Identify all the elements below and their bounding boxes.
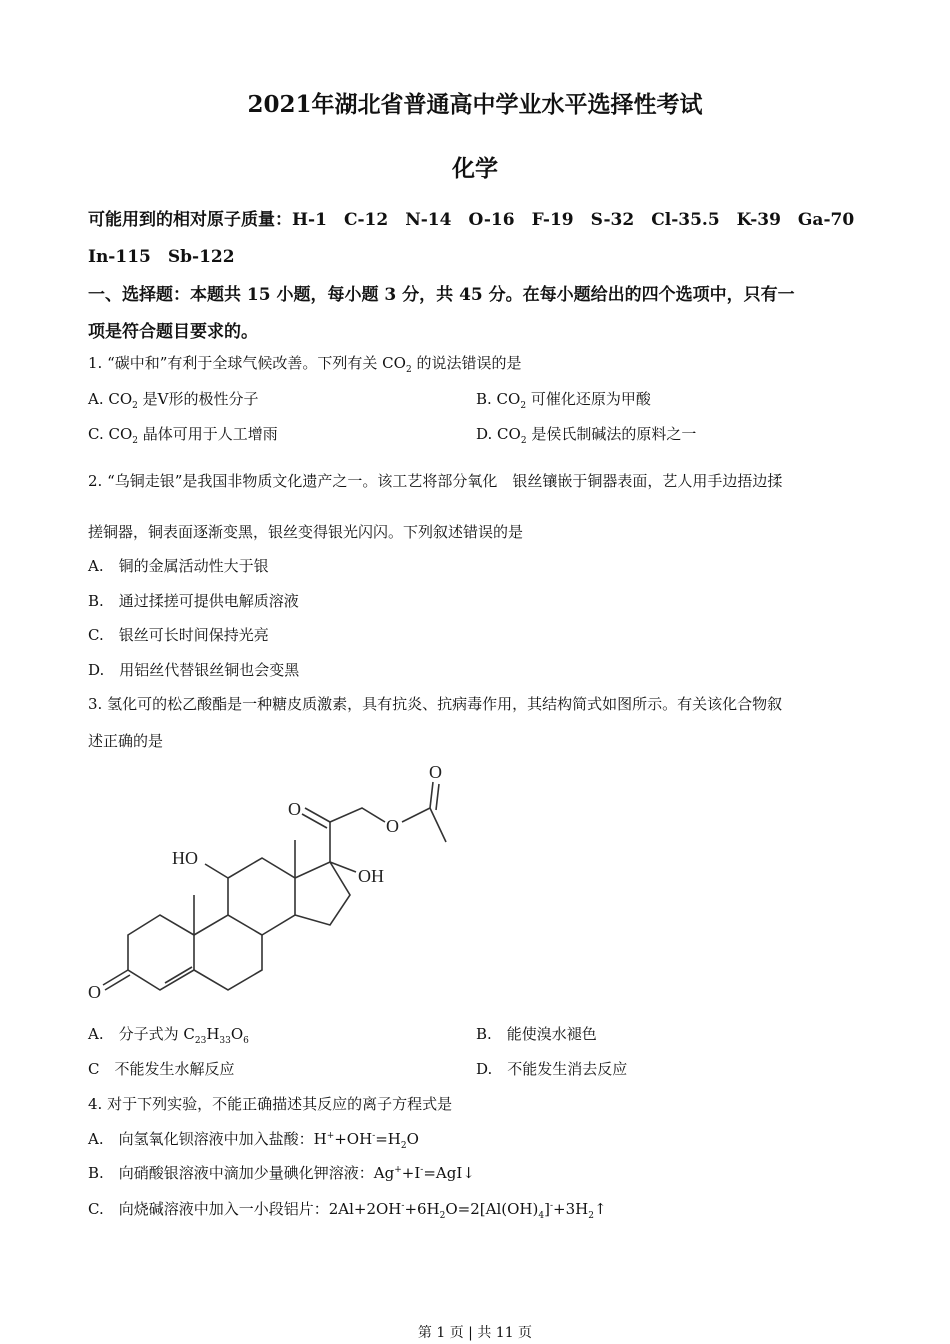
label-o-ketone: O xyxy=(88,982,101,1002)
text-segment: A. 铜的金属活动性大于银 xyxy=(88,557,269,575)
subscript: 2 xyxy=(132,401,138,411)
text-segment: D. CO xyxy=(476,425,521,443)
subscript: 33 xyxy=(219,1036,231,1046)
text-segment: 3. 氢化可的松乙酸酯是一种糖皮质激素，具有抗炎、抗病毒作用，其结构简式如图所示。有关该化合物叙 xyxy=(88,695,783,713)
text-segment: +I xyxy=(401,1164,421,1182)
text-segment: B. 能使溴水褪色 xyxy=(476,1025,597,1043)
text-segment: C. CO xyxy=(88,425,133,443)
superscript: - xyxy=(372,1131,376,1141)
subscript: 6 xyxy=(243,1036,249,1046)
text-segment: +OH xyxy=(334,1130,373,1148)
atomic-masses-line2: In-115 Sb-122 xyxy=(88,247,235,267)
text-segment: H xyxy=(206,1025,220,1043)
text-segment: A. 分子式为 C xyxy=(88,1025,195,1043)
structure-bonds xyxy=(103,782,446,990)
section-heading-line1: 一、选择题：本题共 15 小题，每小题 3 分，共 45 分。在每小题给出的四个选项中，只有一 xyxy=(88,285,795,305)
superscript: + xyxy=(326,1131,335,1141)
superscript: + xyxy=(394,1165,402,1175)
text-segment: 的说法错误的是 xyxy=(411,354,522,372)
text-segment: +3H xyxy=(553,1200,589,1218)
text-segment: ] xyxy=(544,1200,550,1218)
subscript: 2 xyxy=(132,436,138,446)
label-o-c20: O xyxy=(288,799,301,819)
text-segment: O xyxy=(406,1130,419,1148)
subscript: 2 xyxy=(439,1211,446,1221)
subscript: 2 xyxy=(405,365,412,375)
text-segment: 4. 对于下列实验，不能正确描述其反应的离子方程式是 xyxy=(88,1095,453,1113)
text-segment: B. CO xyxy=(476,390,521,408)
label-ho: HO xyxy=(172,848,198,868)
text-segment: 可催化还原为甲酸 xyxy=(526,390,651,408)
label-o-acetyl: O xyxy=(429,762,442,782)
text-segment: D. 用铝丝代替银丝铜也会变黑 xyxy=(88,661,300,679)
text-segment: C. 银丝可长时间保持光亮 xyxy=(88,626,269,644)
text-segment: =AgI↓ xyxy=(423,1164,475,1182)
text-segment: O xyxy=(230,1025,244,1043)
text-segment: D. 不能发生消去反应 xyxy=(476,1060,628,1078)
text-segment: B. 向硝酸银溶液中滴加少量碘化钾溶液：Ag xyxy=(88,1164,395,1182)
text-segment: =H xyxy=(375,1130,401,1148)
subscript: 2 xyxy=(520,436,527,446)
text-segment: 2. “乌铜走银”是我国非物质文化遗产之一。该工艺将部分氧化 银丝镶嵌于铜器表面，艺人用手边捂边揉 xyxy=(88,472,783,490)
text-segment: C. 向烧碱溶液中加入一小段铝片：2Al+2OH xyxy=(88,1200,402,1218)
subscript: 2 xyxy=(520,401,527,411)
text-segment: ↑ xyxy=(593,1200,607,1218)
page-footer: 第 1 页 | 共 11 页 xyxy=(417,1325,533,1341)
text-segment: 是侯氏制碱法的原料之一 xyxy=(526,425,697,443)
superscript: - xyxy=(420,1165,424,1175)
text-segment: C 不能发生水解反应 xyxy=(88,1060,235,1078)
text-segment: +6H xyxy=(404,1200,440,1218)
atomic-masses-line1: 可能用到的相对原子质量：H-1 C-12 N-14 O-16 F-19 S-32 Cl-35.5 K-39 Ga-70 xyxy=(88,210,855,230)
section-heading-line2: 项是符合题目要求的。 xyxy=(88,322,258,342)
text-segment: 是Ⅴ形的极性分子 xyxy=(137,390,259,408)
superscript: - xyxy=(401,1201,405,1211)
text-segment: A. 向氢氧化钡溶液中加入盐酸：H xyxy=(88,1130,327,1148)
text-segment: B. 通过揉搓可提供电解质溶液 xyxy=(88,592,299,610)
exam-title: 2021年湖北省普通高中学业水平选择性考试 xyxy=(247,91,703,118)
text-segment: O=2[Al(OH) xyxy=(445,1200,539,1218)
superscript: - xyxy=(549,1201,553,1211)
subscript: 2 xyxy=(400,1141,407,1151)
text-segment: 1. “碳中和”有利于全球气候改善。下列有关 CO xyxy=(88,354,406,372)
subscript: 4 xyxy=(538,1211,545,1221)
text-segment: 述正确的是 xyxy=(88,732,164,750)
subscript: 23 xyxy=(194,1036,207,1046)
label-oh: OH xyxy=(358,866,384,886)
subject-title: 化学 xyxy=(452,155,498,182)
label-o-ester: O xyxy=(386,816,399,836)
text-segment: 晶体可用于人工增雨 xyxy=(138,425,278,443)
subscript: 2 xyxy=(588,1211,594,1221)
text-segment: 搓铜器，铜表面逐渐变黑，银丝变得银光闪闪。下列叙述错误的是 xyxy=(88,523,524,541)
text-segment: A. CO xyxy=(88,390,133,408)
